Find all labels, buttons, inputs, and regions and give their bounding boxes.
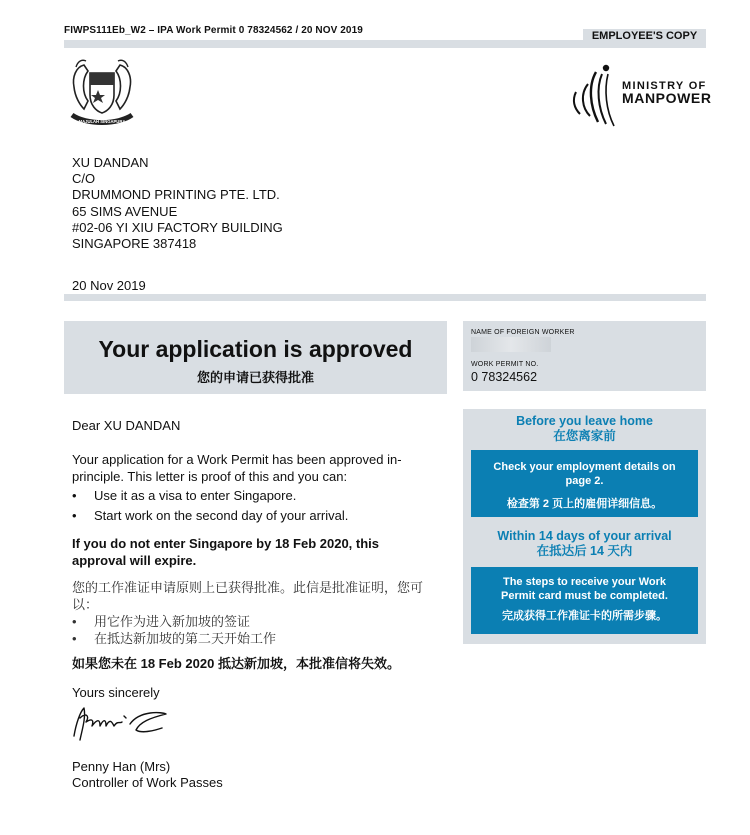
within-arrival-en: Within 14 days of your arrival <box>497 529 672 543</box>
worker-name-label: NAME OF FOREIGN WORKER <box>471 329 575 336</box>
address-line: C/O <box>72 171 96 187</box>
signer-name: Penny Han (Mrs) <box>72 759 171 774</box>
permit-card-steps-card <box>471 567 698 634</box>
bullet-item-chinese: • 用它作为进入新加坡的签证 <box>72 613 437 630</box>
letter-date: 20 Nov 2019 <box>72 278 146 293</box>
within-arrival-heading <box>463 529 706 559</box>
card2-en: The steps to receive your Work Permit card must be completed. <box>501 576 668 602</box>
before-leave-en: Before you leave home <box>516 414 653 428</box>
approval-title: Your application is approved <box>98 336 413 362</box>
card2-zh: 完成获得工作准证卡的所需步骤。 <box>502 610 667 622</box>
document-reference: FIWPS111Eb_W2 – IPA Work Permit 0 78324562 / 20 NOV 2019 <box>64 25 363 36</box>
address-line: SINGAPORE 387418 <box>72 236 197 252</box>
ministry-line1: MINISTRY OF <box>622 80 707 92</box>
address-line: XU DANDAN <box>72 155 149 170</box>
ministry-name <box>622 80 712 104</box>
worker-info-panel <box>463 321 706 391</box>
date-divider <box>64 294 706 301</box>
ministry-line2: MANPOWER <box>622 90 712 106</box>
card1-en: Check your employment details on page 2. <box>493 461 676 487</box>
approval-text: Your application for a Work Permit has been approved in-principle. This letter is proof of this and you can: <box>72 452 402 484</box>
approval-paragraph-chinese <box>72 579 437 647</box>
approval-text-chinese: 您的工作准证申请原则上已获得批准。此信是批准证明，您可以： <box>72 580 424 612</box>
permit-number: 0 78324562 <box>471 370 538 384</box>
employee-copy-tag: EMPLOYEE'S COPY <box>583 29 706 44</box>
employment-details-card <box>471 450 698 517</box>
bullet-item: • Start work on the second day of your arrival. <box>72 507 417 524</box>
recipient-address <box>72 155 283 252</box>
before-leave-heading <box>463 414 706 444</box>
card1-zh: 检查第 2 页上的雇佣详细信息。 <box>506 498 663 510</box>
redacted-worker-name <box>471 337 551 352</box>
closing: Yours sincerely <box>72 685 160 700</box>
bullet-item-chinese: • 在抵达新加坡的第二天开始工作 <box>72 630 437 647</box>
signer-title: Controller of Work Passes <box>72 775 223 790</box>
before-leave-zh: 在您离家前 <box>553 429 616 443</box>
next-steps-panel <box>463 409 706 644</box>
greeting: Dear XU DANDAN <box>72 418 181 433</box>
approval-title-chinese: 您的申请已获得批准 <box>196 370 314 385</box>
address-line: 65 SIMS AVENUE <box>72 203 178 219</box>
singapore-crest-icon <box>62 55 142 130</box>
crest-motto: MAJULAH SINGAPURA <box>78 119 126 124</box>
bullet-item: • Use it as a visa to enter Singapore. <box>72 487 417 504</box>
approval-banner <box>64 321 447 394</box>
address-line: DRUMMOND PRINTING PTE. LTD. <box>72 187 280 203</box>
signature-icon <box>70 700 180 745</box>
within-arrival-zh: 在抵达后 14 天内 <box>536 544 633 558</box>
address-line: #02-06 YI XIU FACTORY BUILDING <box>72 219 283 235</box>
permit-number-label: WORK PERMIT NO. <box>471 361 539 368</box>
expiry-warning-chinese: 如果您未在 18 Feb 2020 抵达新加坡，本批准信将失效。 <box>72 656 400 671</box>
expiry-warning: If you do not enter Singapore by 18 Feb 2020, this approval will expire. <box>72 536 380 568</box>
approval-paragraph <box>72 451 417 524</box>
